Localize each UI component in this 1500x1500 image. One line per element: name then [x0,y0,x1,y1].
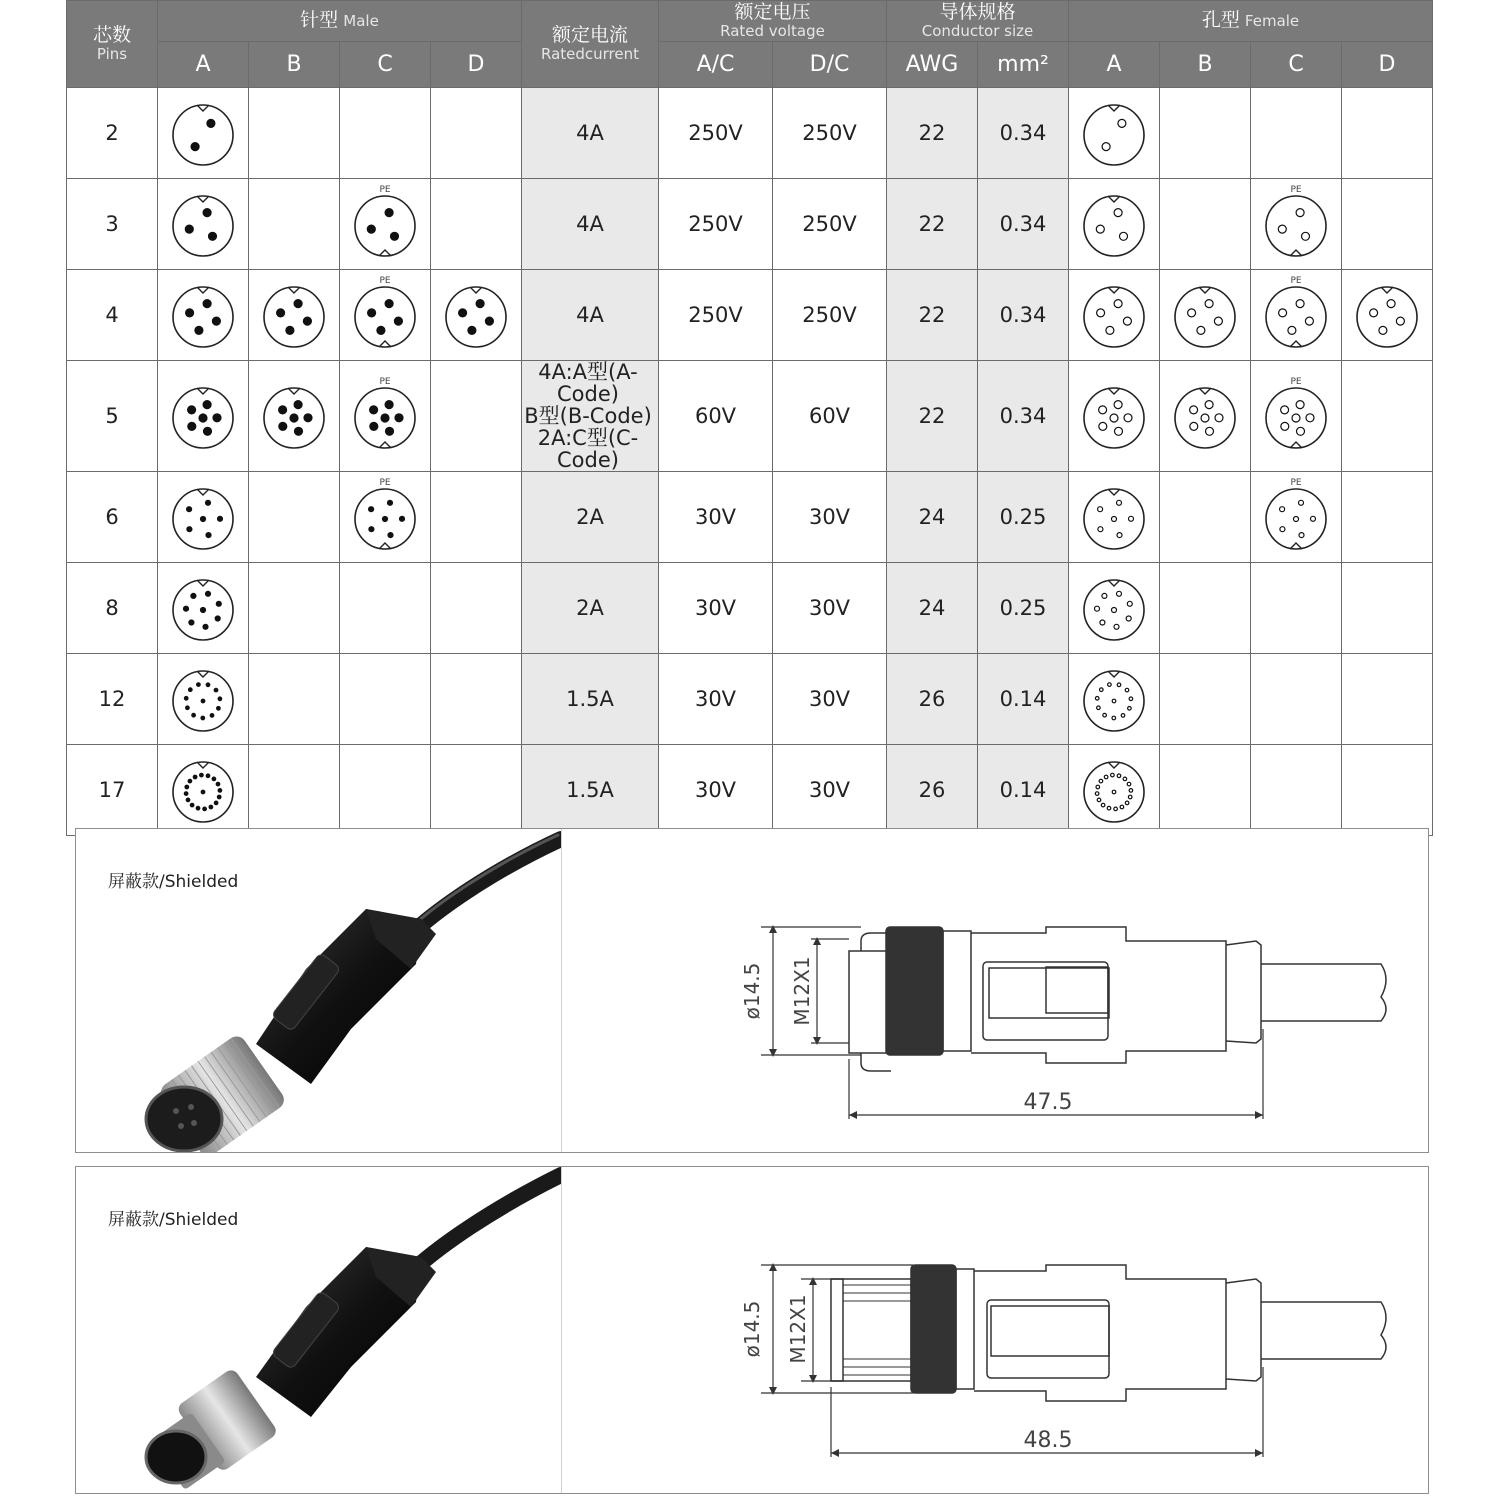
female-b-cell [1160,179,1251,270]
voltage-ac-cell: 250V [659,270,773,361]
female-b-cell [1160,745,1251,836]
male-a-cell [158,270,249,361]
female-a-cell [1069,745,1160,836]
rated-current-cell: 1.5A [522,654,659,745]
female-b-cell [1160,361,1251,472]
pe-label: PE [1290,377,1302,387]
female-a-cell [1069,88,1160,179]
male-c-cell [340,179,431,270]
female-pinout-4-b-icon [1165,275,1245,355]
pins-cell: 12 [67,654,158,745]
pe-label: PE [379,276,391,286]
female-pinout-12-a-icon [1074,659,1154,739]
male-connector-panel [75,1166,1429,1494]
male-col-c: C [340,42,431,88]
male-pinout-3-c-icon [345,184,425,264]
male-d-cell [431,563,522,654]
male-a-cell [158,361,249,472]
pins-cell: 3 [67,179,158,270]
male-a-cell [158,563,249,654]
rated-current-header [522,1,659,88]
length-label: 47.5 [1023,1090,1073,1115]
male-pinout-3-a-icon [163,184,243,264]
rated-current-line: 4A:A型(A-Code) [538,360,638,406]
female-pinout-8-a-icon [1074,568,1154,648]
rated-voltage-header [659,1,887,42]
voltage-ac-cell: 250V [659,179,773,270]
conductor-size-zh: 导体规格 [939,0,1016,23]
female-c-cell [1251,745,1342,836]
male-pinout-6-c-icon [345,477,425,557]
voltage-dc-cell: 30V [773,563,887,654]
male-b-cell [249,472,340,563]
female-c-cell [1251,654,1342,745]
male-b-cell [249,745,340,836]
mm2-cell: 0.14 [978,654,1069,745]
male-d-cell [431,179,522,270]
rated-current-cell: 2A [522,563,659,654]
rated-current-cell: 4A [522,270,659,361]
female-d-cell [1342,745,1433,836]
conductor-size-header [887,1,1069,42]
pe-label: PE [379,377,391,387]
male-dimension-drawing [561,1167,1427,1493]
mm2-cell: 0.34 [978,270,1069,361]
male-pinout-5-c-icon [345,376,425,456]
mm2-col: mm² [978,42,1069,88]
table-row [67,361,1433,472]
female-pinout-5-c-icon [1256,376,1336,456]
male-c-cell [340,361,431,472]
pins-cell: 6 [67,472,158,563]
female-a-cell [1069,563,1160,654]
female-pinout-3-a-icon [1074,184,1154,264]
male-pinout-2-a-icon [163,93,243,173]
female-c-cell [1251,270,1342,361]
male-a-cell [158,745,249,836]
female-b-cell [1160,270,1251,361]
pins-cell: 5 [67,361,158,472]
male-header [158,1,522,42]
female-pinout-4-a-icon [1074,275,1154,355]
male-c-cell [340,270,431,361]
length-label: 48.5 [1023,1428,1073,1453]
connector-spec-table [66,0,1433,836]
pins-cell: 2 [67,88,158,179]
female-col-a: A [1069,42,1160,88]
voltage-ac-cell: 30V [659,472,773,563]
male-pinout-5-b-icon [254,376,334,456]
rated-current-zh: 额定电流 [551,23,628,46]
female-c-cell [1251,563,1342,654]
female-pinout-5-b-icon [1165,376,1245,456]
rated-current-cell: 4A [522,88,659,179]
male-pinout-8-a-icon [163,568,243,648]
rated-current-line: 2A:C型(C-Code) [537,426,639,472]
female-a-cell [1069,179,1160,270]
female-connector-panel [75,828,1429,1153]
voltage-dc-cell: 30V [773,472,887,563]
male-header-zh: 针型 [300,9,339,32]
table-row [67,563,1433,654]
male-pinout-4-b-icon [254,275,334,355]
mm2-cell: 0.14 [978,745,1069,836]
female-c-cell [1251,472,1342,563]
pins-cell: 17 [67,745,158,836]
product-photo-area [76,829,562,1152]
male-col-d: D [431,42,522,88]
male-b-cell [249,654,340,745]
voltage-ac-col: A/C [659,42,773,88]
female-d-cell [1342,361,1433,472]
male-b-cell [249,270,340,361]
female-c-cell [1251,88,1342,179]
rated-current-en: Ratedcurrent [540,44,640,63]
female-d-cell [1342,654,1433,745]
rated-current-line: B型(B-Code) [524,404,652,428]
pins-header-zh: 芯数 [92,23,131,46]
male-pinout-17-a-icon [163,750,243,830]
male-a-cell [158,179,249,270]
conductor-size-en: Conductor size [921,21,1034,40]
table-row [67,472,1433,563]
voltage-ac-cell: 30V [659,745,773,836]
rated-voltage-zh: 额定电压 [734,0,811,23]
mm2-cell: 0.34 [978,361,1069,472]
thread-label: M12X1 [786,1294,810,1364]
female-col-d: D [1342,42,1433,88]
male-c-cell [340,563,431,654]
pe-label: PE [379,478,391,488]
female-header-en: Female [1244,12,1300,31]
spec-table-body [67,88,1433,836]
voltage-dc-cell: 60V [773,361,887,472]
male-c-cell [340,745,431,836]
male-pinout-5-a-icon [163,376,243,456]
male-d-cell [431,745,522,836]
voltage-ac-cell: 60V [659,361,773,472]
female-a-cell [1069,472,1160,563]
male-c-cell [340,654,431,745]
male-a-cell [158,88,249,179]
awg-cell: 24 [887,563,978,654]
female-pinout-3-c-icon [1256,184,1336,264]
female-col-c: C [1251,42,1342,88]
awg-cell: 26 [887,745,978,836]
male-b-cell [249,88,340,179]
male-pinout-6-a-icon [163,477,243,557]
female-c-cell [1251,361,1342,472]
rated-current-cell: 1.5A [522,745,659,836]
mm2-cell: 0.34 [978,88,1069,179]
pins-cell: 8 [67,563,158,654]
mm2-cell: 0.25 [978,472,1069,563]
thread-label: M12X1 [790,956,814,1026]
male-pinout-12-a-icon [163,659,243,739]
female-a-cell [1069,270,1160,361]
awg-col: AWG [887,42,978,88]
shielded-label: 屏蔽款/Shielded [108,1210,239,1230]
male-b-cell [249,361,340,472]
rated-current-cell: 2A [522,472,659,563]
voltage-dc-cell: 30V [773,745,887,836]
shielded-label: 屏蔽款/Shielded [108,872,239,892]
male-c-cell [340,88,431,179]
rated-current-cell: 4A [522,179,659,270]
voltage-dc-cell: 250V [773,179,887,270]
female-pinout-4-d-icon [1347,275,1427,355]
male-c-cell [340,472,431,563]
female-c-cell [1251,179,1342,270]
voltage-ac-cell: 250V [659,88,773,179]
diameter-label: ø14.5 [740,962,764,1020]
female-d-cell [1342,472,1433,563]
male-d-cell [431,654,522,745]
table-row [67,88,1433,179]
female-d-cell [1342,563,1433,654]
female-pinout-17-a-icon [1074,750,1154,830]
rated-current-cell [522,361,659,472]
table-row [67,745,1433,836]
mm2-cell: 0.25 [978,563,1069,654]
diameter-label: ø14.5 [740,1300,764,1358]
male-pinout-4-a-icon [163,275,243,355]
voltage-dc-cell: 30V [773,654,887,745]
male-a-cell [158,472,249,563]
voltage-ac-cell: 30V [659,654,773,745]
mm2-cell: 0.34 [978,179,1069,270]
voltage-dc-cell: 250V [773,88,887,179]
female-a-cell [1069,654,1160,745]
pe-label: PE [379,185,391,195]
male-a-cell [158,654,249,745]
female-pinout-2-a-icon [1074,93,1154,173]
female-d-cell [1342,88,1433,179]
pe-label: PE [1290,478,1302,488]
male-b-cell [249,563,340,654]
awg-cell: 22 [887,179,978,270]
male-col-b: B [249,42,340,88]
pins-header-en: Pins [96,44,128,63]
female-b-cell [1160,472,1251,563]
table-row [67,270,1433,361]
female-b-cell [1160,88,1251,179]
awg-cell: 26 [887,654,978,745]
awg-cell: 22 [887,270,978,361]
rated-voltage-en: Rated voltage [720,21,825,40]
pins-header [67,1,158,88]
product-photo-area [76,1167,562,1493]
female-b-cell [1160,654,1251,745]
awg-cell: 22 [887,361,978,472]
pe-label: PE [1290,276,1302,286]
male-b-cell [249,179,340,270]
female-d-cell [1342,270,1433,361]
voltage-dc-col: D/C [773,42,887,88]
female-pinout-5-a-icon [1074,376,1154,456]
table-row [67,654,1433,745]
female-header-zh: 孔型 [1201,9,1240,32]
pins-cell: 4 [67,270,158,361]
female-col-b: B [1160,42,1251,88]
female-header [1069,1,1433,42]
female-pinout-6-c-icon [1256,477,1336,557]
male-d-cell [431,88,522,179]
male-d-cell [431,361,522,472]
male-d-cell [431,270,522,361]
female-pinout-6-a-icon [1074,477,1154,557]
female-pinout-4-c-icon [1256,275,1336,355]
table-row [67,179,1433,270]
voltage-dc-cell: 250V [773,270,887,361]
pe-label: PE [1290,185,1302,195]
female-d-cell [1342,179,1433,270]
female-a-cell [1069,361,1160,472]
male-pinout-4-c-icon [345,275,425,355]
male-d-cell [431,472,522,563]
male-header-en: Male [343,12,379,31]
awg-cell: 24 [887,472,978,563]
male-pinout-4-d-icon [436,275,516,355]
female-b-cell [1160,563,1251,654]
female-dimension-drawing [561,829,1427,1152]
voltage-ac-cell: 30V [659,563,773,654]
awg-cell: 22 [887,88,978,179]
male-col-a: A [158,42,249,88]
